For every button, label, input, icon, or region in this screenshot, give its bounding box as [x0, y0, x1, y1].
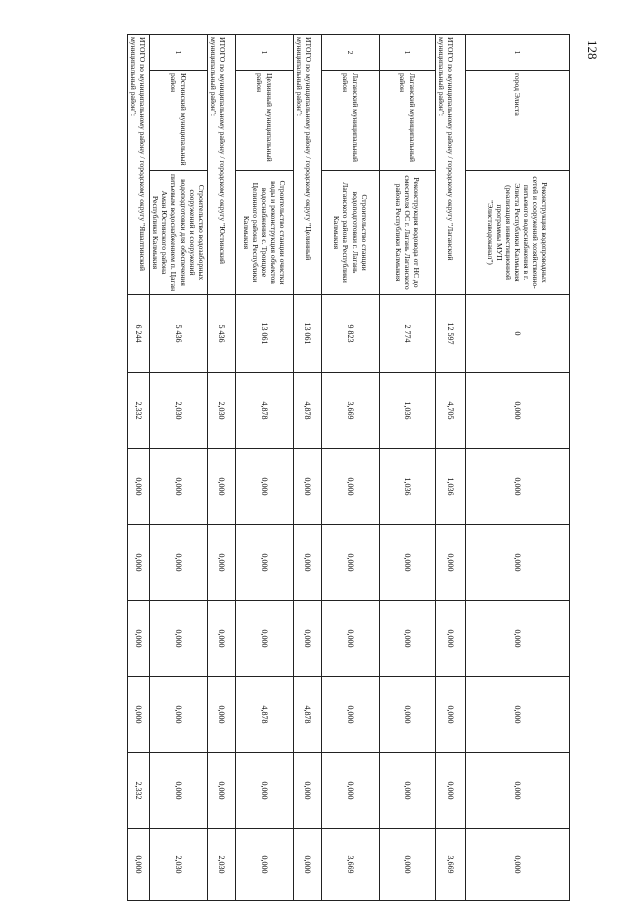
- table-row: [150, 35, 208, 901]
- row-number-cell: 1: [466, 35, 570, 71]
- object-name-cell: Реконструкция водопроводных сетей и сооружений хозяйственно-питьевого водоснабжения в г. Элиста Республики Калмыкия (реализация инвестиционной программы МУП "Элиставодоканал"): [466, 171, 570, 295]
- object-name-cell: Строительство станции водоподготовки г. Лагань Лаганского района Республики Калмыкия: [322, 171, 380, 295]
- value-cell: 3,669: [322, 373, 380, 449]
- table-row: [380, 35, 436, 901]
- value-cell: 2,030: [150, 829, 208, 901]
- value-cell: 13 061: [236, 295, 294, 373]
- value-cell: 0,000: [150, 601, 208, 677]
- value-cell: 0,000: [466, 449, 570, 525]
- value-cell: 0,000: [436, 677, 466, 753]
- value-cell: 0,000: [380, 753, 436, 829]
- table-row: [236, 35, 294, 901]
- object-name-cell: Реконструкция водовода от НС до смесителя ОС г. Лагань Лаганского района Республики Калмыкия: [380, 171, 436, 295]
- row-number-cell: 2: [322, 35, 380, 71]
- value-cell: 0,000: [322, 525, 380, 601]
- value-cell: 2 774: [380, 295, 436, 373]
- value-cell: 2,332: [128, 753, 150, 829]
- total-label-cell: ИТОГО по муниципальному району / городскому округу "Яшалтинский муниципальный район":: [128, 35, 150, 295]
- value-cell: 0,000: [436, 601, 466, 677]
- value-cell: 0,000: [466, 753, 570, 829]
- value-cell: 0,000: [380, 601, 436, 677]
- municipality-cell: Целинный муниципальный район: [236, 71, 294, 171]
- value-cell: 0,000: [380, 525, 436, 601]
- value-cell: 4,878: [294, 373, 322, 449]
- total-row: [436, 35, 466, 901]
- value-cell: 0,000: [150, 753, 208, 829]
- value-cell: 0,000: [294, 753, 322, 829]
- value-cell: 0,000: [322, 601, 380, 677]
- water-supply-program-table: [127, 34, 570, 901]
- value-cell: 0,000: [294, 829, 322, 901]
- value-cell: 9 823: [322, 295, 380, 373]
- value-cell: 0,000: [150, 525, 208, 601]
- row-number-cell: 1: [150, 35, 208, 71]
- total-label-cell: ИТОГО по муниципальному району / городскому округу "Целинный муниципальный район":: [294, 35, 322, 295]
- value-cell: 1,036: [380, 449, 436, 525]
- value-cell: 0,000: [322, 449, 380, 525]
- value-cell: 0,000: [208, 601, 236, 677]
- object-name-cell: Строительство водозаборных сооружений и сооружений водоподготовки для обеспечения питьевым водоснабжением п. Цаган Аман Юстинского района Республики Калмыкия: [150, 171, 208, 295]
- value-cell: 12 597: [436, 295, 466, 373]
- program-table-sheet: [128, 34, 570, 900]
- value-cell: 0,000: [236, 525, 294, 601]
- value-cell: 0,000: [236, 753, 294, 829]
- value-cell: 0,000: [436, 753, 466, 829]
- value-cell: 2,030: [150, 373, 208, 449]
- value-cell: 0,000: [294, 525, 322, 601]
- value-cell: 0,000: [128, 525, 150, 601]
- value-cell: 4,878: [236, 677, 294, 753]
- value-cell: 5 436: [150, 295, 208, 373]
- value-cell: 0,000: [294, 449, 322, 525]
- value-cell: 3,669: [436, 829, 466, 901]
- total-label-cell: ИТОГО по муниципальному району / городскому округу "Лаганский муниципальный район":: [436, 35, 466, 295]
- value-cell: 5 436: [208, 295, 236, 373]
- value-cell: 4,878: [236, 373, 294, 449]
- total-row: [128, 35, 150, 901]
- value-cell: 0,000: [294, 601, 322, 677]
- value-cell: 2,332: [128, 373, 150, 449]
- value-cell: 0,000: [236, 829, 294, 901]
- municipality-cell: Лаганский муниципальный район: [380, 71, 436, 171]
- municipality-cell: Лаганский муниципальный район: [322, 71, 380, 171]
- value-cell: 1,036: [380, 373, 436, 449]
- row-number-cell: 1: [380, 35, 436, 71]
- value-cell: 0,000: [208, 677, 236, 753]
- value-cell: 0,000: [208, 449, 236, 525]
- value-cell: 0,000: [436, 525, 466, 601]
- value-cell: 6 244: [128, 295, 150, 373]
- value-cell: 0,000: [208, 525, 236, 601]
- value-cell: 0,000: [466, 829, 570, 901]
- value-cell: 0,000: [128, 677, 150, 753]
- value-cell: 0,000: [128, 449, 150, 525]
- total-row: [294, 35, 322, 901]
- value-cell: 0,000: [150, 677, 208, 753]
- value-cell: 0,000: [128, 601, 150, 677]
- value-cell: 0,000: [466, 525, 570, 601]
- row-number-cell: 1: [236, 35, 294, 71]
- value-cell: 0,000: [208, 753, 236, 829]
- value-cell: 0,000: [466, 677, 570, 753]
- value-cell: 0,000: [236, 449, 294, 525]
- table-row: [466, 35, 570, 901]
- value-cell: 0,000: [466, 373, 570, 449]
- total-row: [208, 35, 236, 901]
- object-name-cell: Строительство станции очистки воды и реконструкция объектов водоснабжения с. Троицкое Целинного района Республики Калмыкия: [236, 171, 294, 295]
- value-cell: 4,705: [436, 373, 466, 449]
- value-cell: 0: [466, 295, 570, 373]
- page-number: 128: [585, 40, 600, 60]
- value-cell: 0,000: [380, 677, 436, 753]
- value-cell: 0,000: [236, 601, 294, 677]
- value-cell: 4,878: [294, 677, 322, 753]
- value-cell: 0,000: [322, 753, 380, 829]
- municipality-cell: Юстинский муниципальный район: [150, 71, 208, 171]
- value-cell: 0,000: [466, 601, 570, 677]
- value-cell: 2,030: [208, 829, 236, 901]
- value-cell: 0,000: [322, 677, 380, 753]
- municipality-cell: город Элиста: [466, 71, 570, 171]
- value-cell: 13 061: [294, 295, 322, 373]
- table-row: [322, 35, 380, 901]
- value-cell: 3,669: [322, 829, 380, 901]
- value-cell: 0,000: [128, 829, 150, 901]
- value-cell: 0,000: [380, 829, 436, 901]
- total-label-cell: ИТОГО по муниципальному району / городскому округу "Юстинский муниципальный район":: [208, 35, 236, 295]
- table-body: [128, 35, 570, 901]
- value-cell: 1,036: [436, 449, 466, 525]
- value-cell: 2,030: [208, 373, 236, 449]
- value-cell: 0,000: [150, 449, 208, 525]
